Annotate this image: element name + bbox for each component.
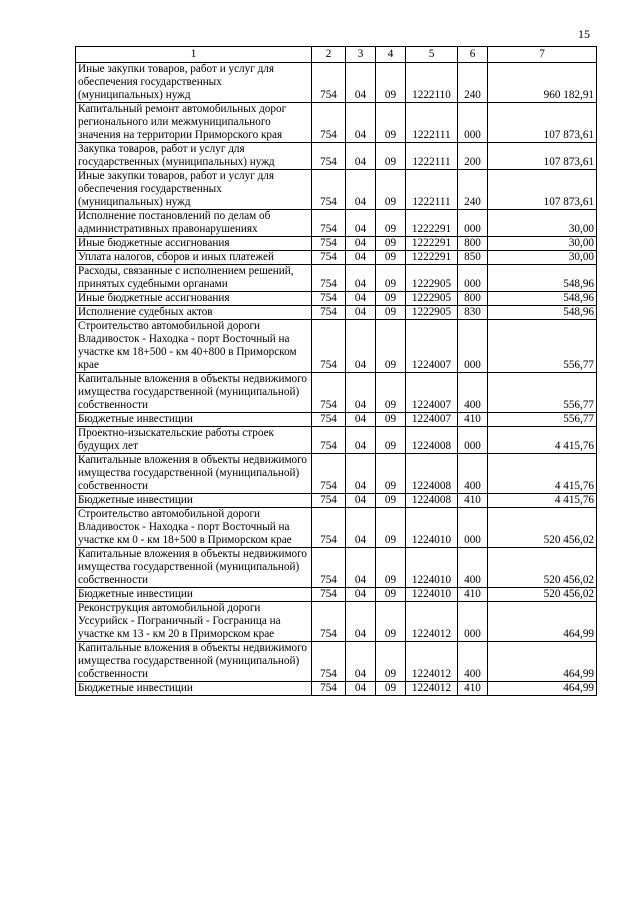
row-description: Капитальные вложения в объекты недвижимого имущества государственной (муниципальной) собственности	[76, 373, 312, 413]
ministry-code: 754	[312, 292, 346, 306]
target-article-code: 1224007	[406, 320, 458, 373]
table-header-row	[76, 47, 597, 63]
target-article-code: 1224010	[406, 508, 458, 548]
ministry-code: 754	[312, 251, 346, 265]
expense-type-code: 400	[458, 454, 488, 494]
table-row	[76, 63, 597, 103]
expense-type-code: 240	[458, 170, 488, 210]
amount: 30,00	[488, 210, 597, 237]
subsection-code: 09	[376, 170, 406, 210]
amount: 556,77	[488, 320, 597, 373]
table-row	[76, 306, 597, 320]
expense-type-code: 410	[458, 413, 488, 427]
target-article-code: 1222905	[406, 306, 458, 320]
amount: 30,00	[488, 251, 597, 265]
target-article-code: 1222291	[406, 210, 458, 237]
target-article-code: 1224010	[406, 588, 458, 602]
table-row	[76, 682, 597, 696]
target-article-code: 1222905	[406, 265, 458, 292]
row-description: Реконструкция автомобильной дороги Уссурийск - Пограничный - Госграница на участке км 13 - км 20 в Приморском крае	[76, 602, 312, 642]
subsection-code: 09	[376, 427, 406, 454]
amount: 4 415,76	[488, 427, 597, 454]
section-code: 04	[346, 251, 376, 265]
row-description: Бюджетные инвестиции	[76, 682, 312, 696]
section-code: 04	[346, 413, 376, 427]
section-code: 04	[346, 642, 376, 682]
column-header: 6	[458, 47, 488, 63]
expense-type-code: 410	[458, 682, 488, 696]
target-article-code: 1222291	[406, 237, 458, 251]
section-code: 04	[346, 265, 376, 292]
expense-type-code: 000	[458, 602, 488, 642]
section-code: 04	[346, 508, 376, 548]
target-article-code: 1222110	[406, 63, 458, 103]
budget-table	[75, 46, 597, 696]
row-description: Исполнение судебных актов	[76, 306, 312, 320]
amount: 548,96	[488, 306, 597, 320]
expense-type-code: 830	[458, 306, 488, 320]
section-code: 04	[346, 63, 376, 103]
ministry-code: 754	[312, 63, 346, 103]
table-row	[76, 320, 597, 373]
table-row	[76, 265, 597, 292]
amount: 4 415,76	[488, 454, 597, 494]
expense-type-code: 400	[458, 642, 488, 682]
section-code: 04	[346, 427, 376, 454]
row-description: Капитальные вложения в объекты недвижимого имущества государственной (муниципальной) собственности	[76, 548, 312, 588]
subsection-code: 09	[376, 413, 406, 427]
ministry-code: 754	[312, 427, 346, 454]
table-row	[76, 170, 597, 210]
row-description: Строительство автомобильной дороги Владивосток - Находка - порт Восточный на участке км 0 - км 18+500 в Приморском крае	[76, 508, 312, 548]
target-article-code: 1224012	[406, 682, 458, 696]
amount: 520 456,02	[488, 588, 597, 602]
expense-type-code: 410	[458, 494, 488, 508]
table-row	[76, 548, 597, 588]
row-description: Расходы, связанные с исполнением решений, принятых судебными органами	[76, 265, 312, 292]
row-description: Иные закупки товаров, работ и услуг для обеспечения государственных (муниципальных) нужд	[76, 63, 312, 103]
table-row	[76, 103, 597, 143]
ministry-code: 754	[312, 642, 346, 682]
expense-type-code: 000	[458, 103, 488, 143]
subsection-code: 09	[376, 602, 406, 642]
ministry-code: 754	[312, 306, 346, 320]
ministry-code: 754	[312, 237, 346, 251]
row-description: Бюджетные инвестиции	[76, 494, 312, 508]
column-header: 7	[488, 47, 597, 63]
column-header: 1	[76, 47, 312, 63]
section-code: 04	[346, 210, 376, 237]
section-code: 04	[346, 602, 376, 642]
ministry-code: 754	[312, 265, 346, 292]
target-article-code: 1224010	[406, 548, 458, 588]
table-row	[76, 292, 597, 306]
page-number: 15	[578, 27, 590, 41]
subsection-code: 09	[376, 143, 406, 170]
amount: 520 456,02	[488, 548, 597, 588]
expense-type-code: 240	[458, 63, 488, 103]
table-row	[76, 508, 597, 548]
expense-type-code: 000	[458, 210, 488, 237]
subsection-code: 09	[376, 265, 406, 292]
target-article-code: 1222111	[406, 103, 458, 143]
expense-type-code: 800	[458, 237, 488, 251]
subsection-code: 09	[376, 237, 406, 251]
subsection-code: 09	[376, 373, 406, 413]
expense-type-code: 410	[458, 588, 488, 602]
section-code: 04	[346, 588, 376, 602]
subsection-code: 09	[376, 508, 406, 548]
subsection-code: 09	[376, 306, 406, 320]
table-row	[76, 251, 597, 265]
table-row	[76, 210, 597, 237]
subsection-code: 09	[376, 103, 406, 143]
subsection-code: 09	[376, 63, 406, 103]
column-header: 4	[376, 47, 406, 63]
amount: 107 873,61	[488, 143, 597, 170]
amount: 4 415,76	[488, 494, 597, 508]
row-description: Бюджетные инвестиции	[76, 588, 312, 602]
table-row	[76, 427, 597, 454]
row-description: Строительство автомобильной дороги Владивосток - Находка - порт Восточный на участке км 18+500 - км 40+800 в Приморском крае	[76, 320, 312, 373]
row-description: Капитальные вложения в объекты недвижимого имущества государственной (муниципальной) собственности	[76, 642, 312, 682]
subsection-code: 09	[376, 320, 406, 373]
ministry-code: 754	[312, 210, 346, 237]
section-code: 04	[346, 170, 376, 210]
subsection-code: 09	[376, 210, 406, 237]
target-article-code: 1224012	[406, 642, 458, 682]
ministry-code: 754	[312, 548, 346, 588]
table-row	[76, 602, 597, 642]
amount: 464,99	[488, 682, 597, 696]
section-code: 04	[346, 548, 376, 588]
section-code: 04	[346, 237, 376, 251]
target-article-code: 1224008	[406, 494, 458, 508]
row-description: Проектно-изыскательские работы строек будущих лет	[76, 427, 312, 454]
row-description: Иные бюджетные ассигнования	[76, 292, 312, 306]
subsection-code: 09	[376, 494, 406, 508]
subsection-code: 09	[376, 251, 406, 265]
amount: 960 182,91	[488, 63, 597, 103]
row-description: Иные закупки товаров, работ и услуг для обеспечения государственных (муниципальных) нужд	[76, 170, 312, 210]
target-article-code: 1224012	[406, 602, 458, 642]
subsection-code: 09	[376, 454, 406, 494]
ministry-code: 754	[312, 602, 346, 642]
table-row	[76, 413, 597, 427]
expense-type-code: 850	[458, 251, 488, 265]
amount: 556,77	[488, 413, 597, 427]
subsection-code: 09	[376, 588, 406, 602]
section-code: 04	[346, 292, 376, 306]
amount: 548,96	[488, 265, 597, 292]
column-header: 5	[406, 47, 458, 63]
target-article-code: 1224007	[406, 373, 458, 413]
row-description: Исполнение постановлений по делам об административных правонарушениях	[76, 210, 312, 237]
ministry-code: 754	[312, 170, 346, 210]
expense-type-code: 000	[458, 508, 488, 548]
column-header: 3	[346, 47, 376, 63]
ministry-code: 754	[312, 373, 346, 413]
subsection-code: 09	[376, 682, 406, 696]
row-description: Закупка товаров, работ и услуг для государственных (муниципальных) нужд	[76, 143, 312, 170]
expense-type-code: 000	[458, 427, 488, 454]
column-header: 2	[312, 47, 346, 63]
target-article-code: 1224007	[406, 413, 458, 427]
amount: 548,96	[488, 292, 597, 306]
section-code: 04	[346, 103, 376, 143]
row-description: Бюджетные инвестиции	[76, 413, 312, 427]
ministry-code: 754	[312, 454, 346, 494]
row-description: Капитальные вложения в объекты недвижимого имущества государственной (муниципальной) собственности	[76, 454, 312, 494]
section-code: 04	[346, 494, 376, 508]
ministry-code: 754	[312, 494, 346, 508]
table-row	[76, 373, 597, 413]
table-row	[76, 642, 597, 682]
expense-type-code: 000	[458, 320, 488, 373]
table-row	[76, 588, 597, 602]
amount: 107 873,61	[488, 170, 597, 210]
ministry-code: 754	[312, 413, 346, 427]
amount: 107 873,61	[488, 103, 597, 143]
subsection-code: 09	[376, 548, 406, 588]
section-code: 04	[346, 320, 376, 373]
target-article-code: 1224008	[406, 427, 458, 454]
expense-type-code: 400	[458, 548, 488, 588]
amount: 464,99	[488, 602, 597, 642]
expense-type-code: 800	[458, 292, 488, 306]
expense-type-code: 000	[458, 265, 488, 292]
section-code: 04	[346, 373, 376, 413]
ministry-code: 754	[312, 320, 346, 373]
target-article-code: 1222111	[406, 170, 458, 210]
table-row	[76, 143, 597, 170]
target-article-code: 1222111	[406, 143, 458, 170]
section-code: 04	[346, 306, 376, 320]
table-row	[76, 237, 597, 251]
amount: 556,77	[488, 373, 597, 413]
section-code: 04	[346, 454, 376, 494]
target-article-code: 1222291	[406, 251, 458, 265]
ministry-code: 754	[312, 682, 346, 696]
row-description: Иные бюджетные ассигнования	[76, 237, 312, 251]
expense-type-code: 200	[458, 143, 488, 170]
row-description: Капитальный ремонт автомобильных дорог регионального или межмуниципального значения на территории Приморского края	[76, 103, 312, 143]
section-code: 04	[346, 143, 376, 170]
amount: 30,00	[488, 237, 597, 251]
subsection-code: 09	[376, 642, 406, 682]
section-code: 04	[346, 682, 376, 696]
ministry-code: 754	[312, 103, 346, 143]
expense-type-code: 400	[458, 373, 488, 413]
table-row	[76, 454, 597, 494]
ministry-code: 754	[312, 588, 346, 602]
subsection-code: 09	[376, 292, 406, 306]
amount: 464,99	[488, 642, 597, 682]
ministry-code: 754	[312, 143, 346, 170]
target-article-code: 1222905	[406, 292, 458, 306]
ministry-code: 754	[312, 508, 346, 548]
target-article-code: 1224008	[406, 454, 458, 494]
amount: 520 456,02	[488, 508, 597, 548]
row-description: Уплата налогов, сборов и иных платежей	[76, 251, 312, 265]
table-row	[76, 494, 597, 508]
